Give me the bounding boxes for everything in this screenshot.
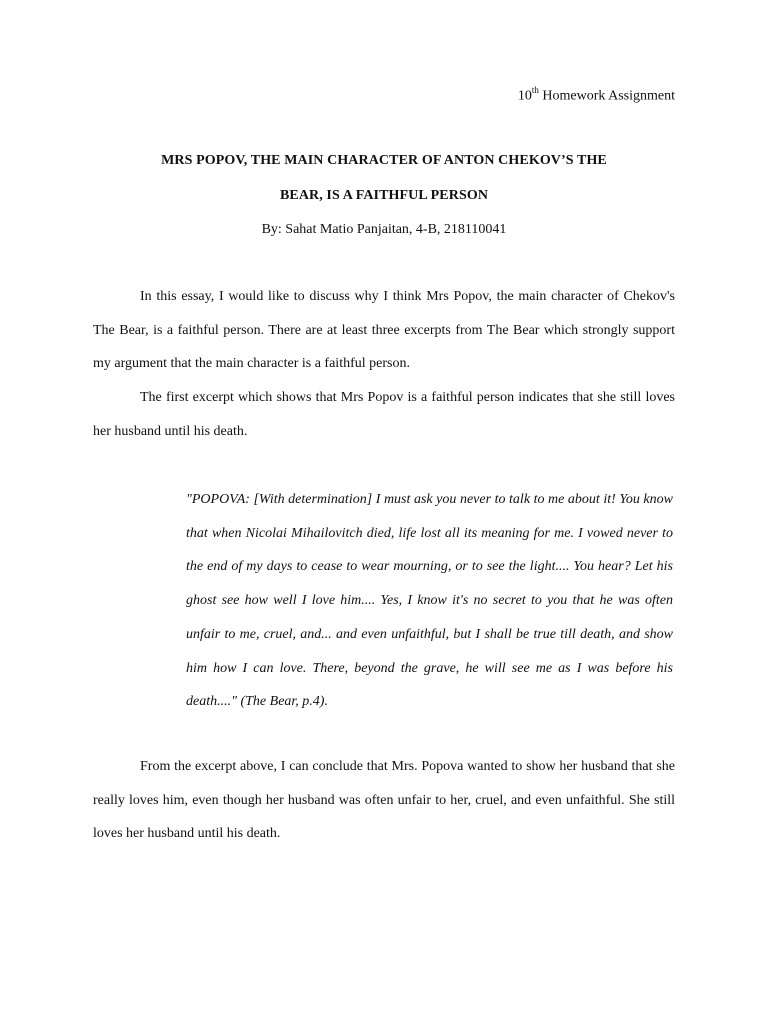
first-excerpt-paragraph: The first excerpt which shows that Mrs Popov is a faithful person indicates that she still loves her husband until his death. (93, 390, 675, 439)
assignment-label (518, 86, 675, 105)
author-byline: By: Sahat Matio Panjaitan, 4-B, 218110041 (261, 222, 507, 237)
assignment-text: Homework Assignment (538, 88, 675, 104)
essay-title-line-2: BEAR, IS A FAITHFUL PERSON (279, 188, 489, 203)
essay-title-line-1: MRS POPOV, THE MAIN CHARACTER OF ANTON CHEKOV’S THE (161, 153, 607, 168)
assignment-number: 10 (517, 88, 532, 104)
block-quote: "POPOVA: [With determination] I must ask you never to talk to me about it! You know that when Nicolai Mihailovitch died, life lost all its meaning for me. I vowed never to the end of my days to cease to wear mourning, or to see the light.... You hear? Let his ghost see how well I love him.... Yes, I know it's no secret to you that he was often unfair to me, cruel, and... and even unfaithful, but I shall be true till death, and show him how I can love. There, beyond the grave, he will see me as I was before his death...." (The Bear, p.4). (186, 492, 673, 710)
conclusion-paragraph: From the excerpt above, I can conclude that Mrs. Popova wanted to show her husband that she really loves him, even though her husband was often unfair to her, cruel, and even unfaithful. She still loves her husband until his death. (93, 759, 675, 841)
assignment-ordinal-suffix: th (531, 85, 539, 95)
intro-paragraph: In this essay, I would like to discuss why I think Mrs Popov, the main character of Chekov's The Bear, is a faithful person. There are at least three excerpts from The Bear which strongly support my argument that the main character is a faithful person. (93, 289, 675, 371)
